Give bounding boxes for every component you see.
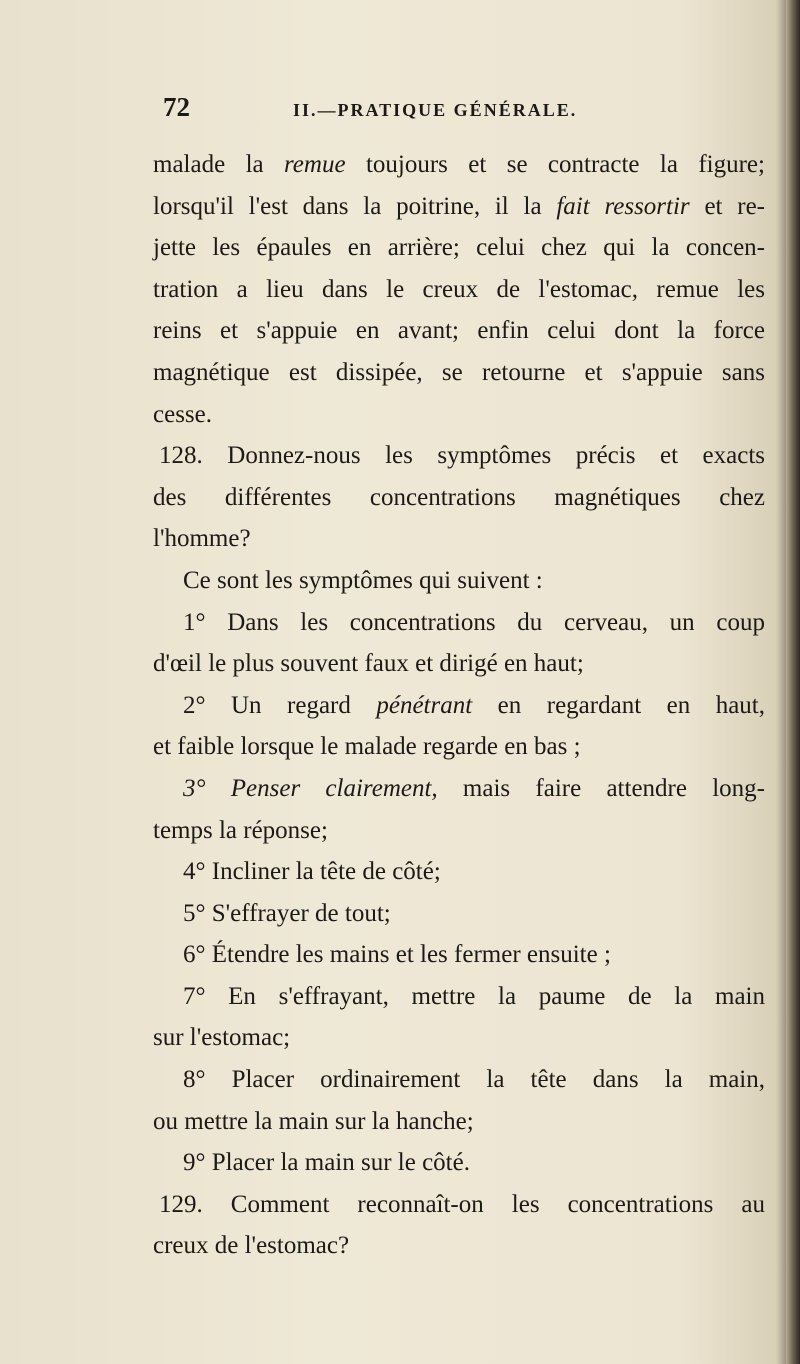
- text-line: Ce sont les symptômes qui suivent :: [183, 566, 543, 594]
- page-edge-shadow: [786, 0, 800, 1364]
- running-head: II.—PRATIQUE GÉNÉRALE.: [293, 100, 578, 120]
- text-line: sur l'estomac;: [153, 1024, 291, 1052]
- text-line: tration a lieu dans le creux de l'estomac, remue les: [153, 275, 765, 303]
- body-text: [153, 144, 765, 1267]
- question-line: 129. Comment reconnaît-on les concentrations au: [159, 1190, 765, 1218]
- page-number: 72: [163, 92, 190, 122]
- list-item: 5° S'effrayer de tout;: [183, 899, 391, 927]
- page-header: [163, 92, 783, 132]
- text-line: magnétique est dissipée, se retourne et s'appuie sans: [153, 358, 765, 386]
- list-item: 9° Placer la main sur le côté.: [183, 1149, 470, 1177]
- text-line: temps la réponse;: [153, 816, 328, 844]
- text-line: creux de l'estomac?: [153, 1232, 350, 1260]
- list-item: 7° En s'effrayant, mettre la paume de la main: [183, 982, 765, 1010]
- text-line: malade la remue toujours et se contracte la figure;: [153, 151, 765, 178]
- text-line: lorsqu'il l'est dans la poitrine, il la fait ressortir et re-: [153, 192, 766, 220]
- list-item: 2° Un regard pénétrant en regardant en haut,: [183, 691, 765, 719]
- text-line: d'œil le plus souvent faux et dirigé en haut;: [153, 650, 584, 678]
- list-item: 4° Incliner la tête de côté;: [183, 858, 441, 886]
- question-line: 128. Donnez-nous les symptômes précis et exacts: [159, 442, 765, 470]
- text-line: cesse.: [153, 400, 212, 428]
- list-item: 1° Dans les concentrations du cerveau, un coup: [183, 608, 765, 636]
- text-line: jette les épaules en arrière; celui chez qui la concen-: [153, 234, 765, 262]
- text-line: reins et s'appuie en avant; enfin celui dont la force: [153, 317, 765, 345]
- list-item: 6° Étendre les mains et les fermer ensuite ;: [183, 941, 611, 969]
- text-line: et faible lorsque le malade regarde en bas ;: [153, 733, 581, 761]
- text-line: l'homme?: [153, 525, 251, 553]
- text-line: ou mettre la main sur la hanche;: [153, 1107, 474, 1135]
- text-line: des différentes concentrations magnétiques chez: [153, 483, 765, 511]
- list-item: 3° Penser clairement, mais faire attendre long-: [183, 774, 765, 802]
- list-item: 8° Placer ordinairement la tête dans la main,: [183, 1066, 765, 1094]
